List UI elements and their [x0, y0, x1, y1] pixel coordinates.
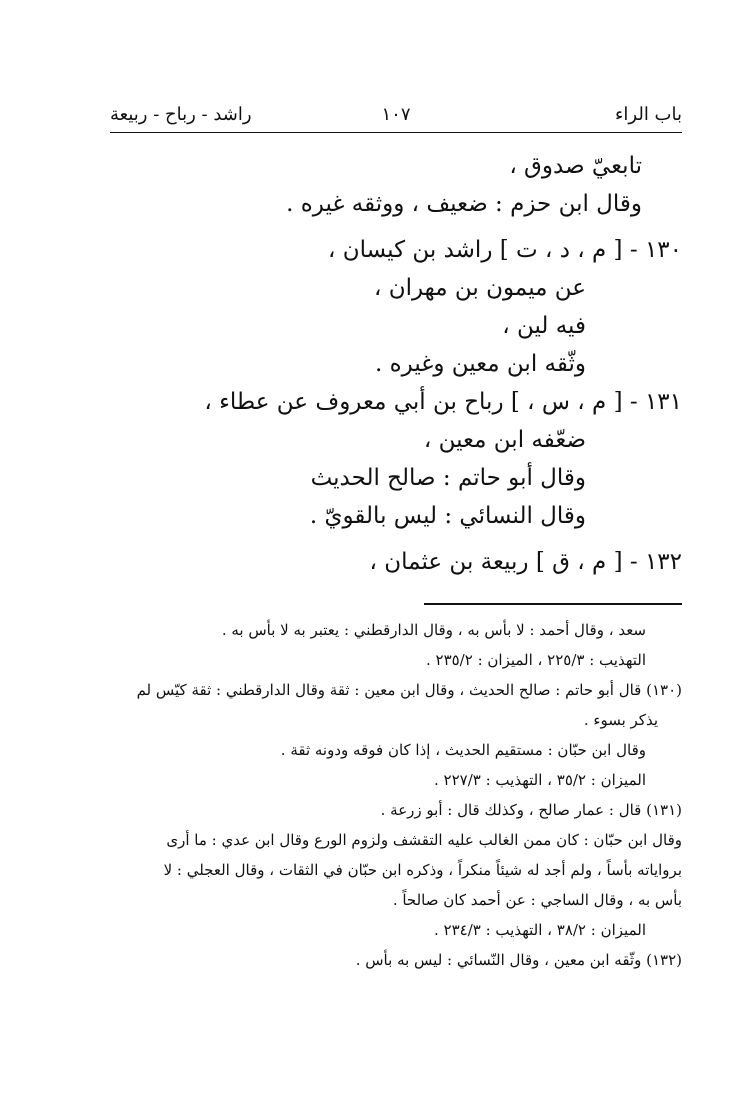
entry-130-head: ١٣٠ - [ م ، د ، ت ] راشد بن كيسان ، — [328, 237, 682, 263]
footnotes — [110, 615, 682, 975]
footnote-line: برواياته بأساً ، ولم أجد له شيئاً منكراً ، وذكره ابن حبّان في الثقات ، وقال العجلي : لا — [163, 861, 682, 879]
footnote-132: (١٣٢) وثّقه ابن معين ، وقال النّسائي : ليس به بأس . — [355, 951, 682, 969]
entry-131-head: ١٣١ - [ م ، س ، ] رباح بن أبي معروف عن عطاء ، — [204, 389, 682, 415]
footnote-line: وقال ابن حبّان : كان ممن الغالب عليه التقشف ولزوم الورع وقال ابن عدي : ما أرى — [166, 831, 682, 849]
footnote-130: (١٣٠) قال أبو حاتم : صالح الحديث ، وقال ابن معين : ثقة وقال الدارقطني : ثقة كيّس لم — [136, 681, 682, 699]
text-line: عن ميمون بن مهران ، — [373, 275, 586, 301]
running-header — [110, 100, 682, 133]
main-text — [110, 147, 682, 581]
footnote-line: يذكر بسوء . — [583, 711, 658, 729]
text-line: تابعيّ صدوق ، — [509, 153, 642, 179]
footnote-line: وقال ابن حبّان : مستقيم الحديث ، إذا كان فوقه ودونه ثقة . — [280, 741, 646, 759]
text-line: وقال أبو حاتم : صالح الحديث — [310, 465, 586, 491]
footnote-line: التهذيب : ٢٢٥/٣ ، الميزان : ٢٣٥/٢ . — [425, 651, 646, 669]
footnote-131: (١٣١) قال : عمار صالح ، وكذلك قال : أبو زرعة . — [380, 801, 682, 819]
footnote-line: الميزان : ٣٨/٢ ، التهذيب : ٢٣٤/٣ . — [434, 921, 646, 939]
text-line: وقال النسائي : ليس بالقويّ . — [309, 503, 586, 529]
page-number: ١٠٧ — [381, 104, 411, 125]
text-line: ضعّفه ابن معين ، — [423, 427, 586, 453]
continuation-lines — [110, 147, 682, 223]
footnote-divider — [424, 603, 682, 605]
footnote-line: الميزان : ٣٥/٢ ، التهذيب : ٢٢٧/٣ . — [434, 771, 646, 789]
section-title: باب الراء — [614, 104, 682, 125]
text-line: وثّقه ابن معين وغيره . — [374, 351, 586, 377]
footnote-line: بأس به ، وقال الساجي : عن أحمد كان صالحاً . — [392, 891, 682, 909]
text-line: فيه لين ، — [502, 313, 586, 339]
header-names: راشد - رباح - ربيعة — [110, 104, 252, 125]
document-page — [110, 100, 682, 975]
footnote-line: سعد ، وقال أحمد : لا بأس به ، وقال الدارقطني : يعتبر به لا بأس به . — [221, 621, 646, 639]
text-line: وقال ابن حزم : ضعيف ، ووثقه غيره . — [286, 191, 642, 217]
entry-132-head: ١٣٢ - [ م ، ق ] ربيعة بن عثمان ، — [369, 549, 682, 575]
